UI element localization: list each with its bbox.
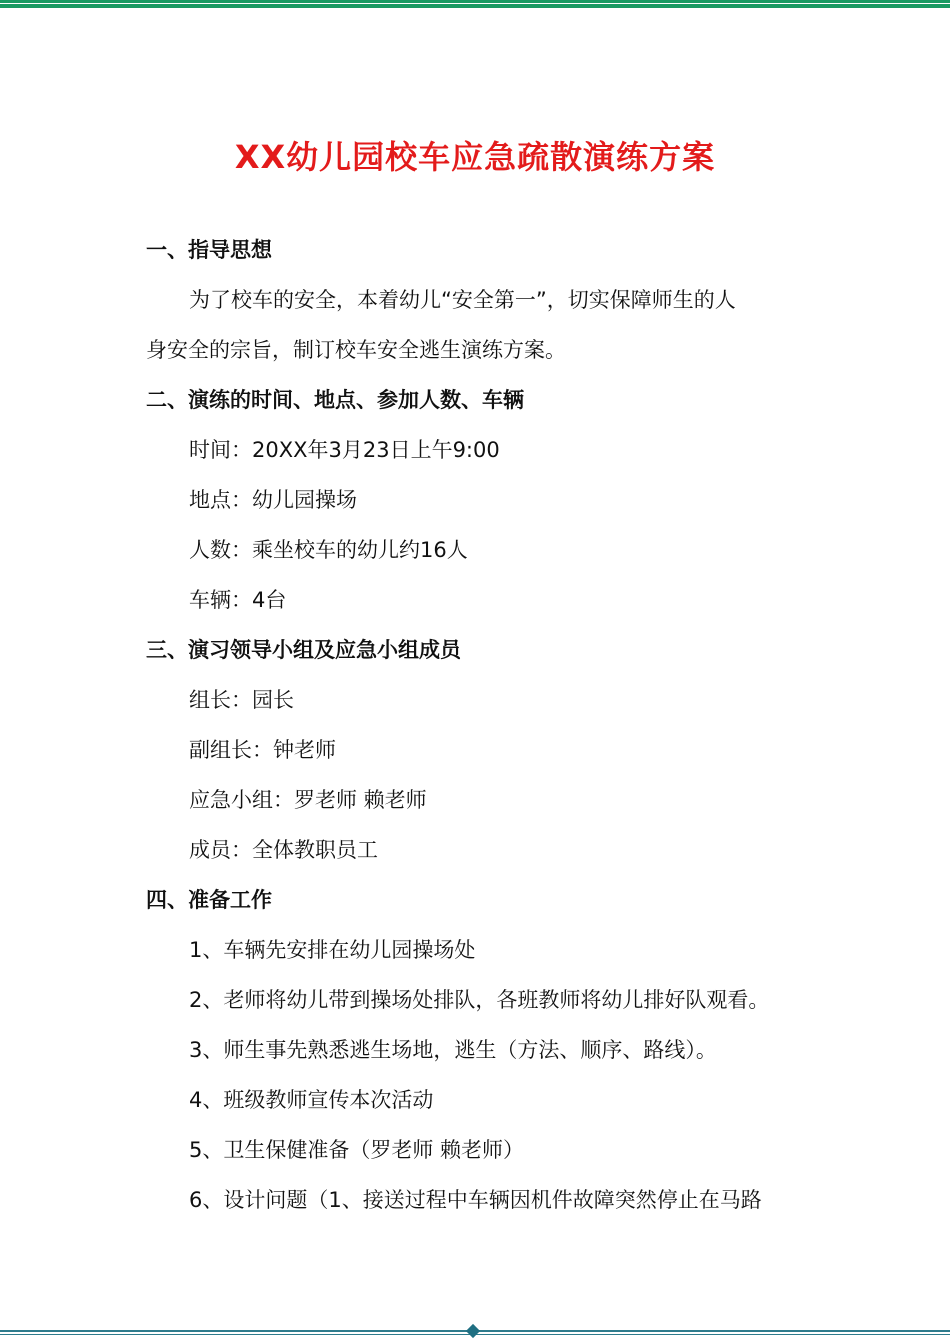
list-item: 6、设计问题（1、接送过程中车辆因机件故障突然停止在马路	[189, 1188, 762, 1212]
top-border-line	[0, 4, 950, 8]
members: 成员：全体教职员工	[189, 838, 378, 862]
document-title: XX幼儿园校车应急疏散演练方案	[234, 138, 716, 176]
list-item: 4、班级教师宣传本次活动	[189, 1088, 434, 1112]
list-item: 1、车辆先安排在幼儿园操场处	[189, 938, 476, 962]
top-border-decoration	[0, 0, 950, 9]
section-heading-drill-details: 二、演练的时间、地点、参加人数、车辆	[146, 388, 524, 412]
group-leader: 组长：园长	[189, 688, 294, 712]
bottom-border-decoration	[0, 1322, 950, 1342]
paragraph-line: 身安全的宗旨，制订校车安全逃生演练方案。	[146, 338, 566, 362]
top-border-line	[0, 0, 950, 3]
diamond-ornament-icon	[466, 1324, 480, 1338]
list-item: 5、卫生保健准备（罗老师 赖老师）	[189, 1138, 525, 1162]
section-heading-preparation: 四、准备工作	[146, 888, 272, 912]
drill-place: 地点：幼儿园操场	[189, 488, 357, 512]
section-heading-leadership: 三、演习领导小组及应急小组成员	[146, 638, 461, 662]
drill-vehicles: 车辆：4台	[189, 588, 287, 612]
list-item: 2、老师将幼儿带到操场处排队，各班教师将幼儿排好队观看。	[189, 988, 770, 1012]
emergency-team: 应急小组：罗老师 赖老师	[189, 788, 427, 812]
deputy-leader: 副组长：钟老师	[189, 738, 336, 762]
drill-time: 时间：20XX年3月23日上午9:00	[189, 438, 500, 462]
paragraph-line: 为了校车的安全，本着幼儿“安全第一”，切实保障师生的人	[189, 288, 736, 312]
drill-people: 人数：乘坐校车的幼儿约16人	[189, 538, 468, 562]
list-item: 3、师生事先熟悉逃生场地，逃生（方法、顺序、路线）。	[189, 1038, 717, 1062]
section-heading-guiding-ideology: 一、指导思想	[146, 238, 272, 262]
